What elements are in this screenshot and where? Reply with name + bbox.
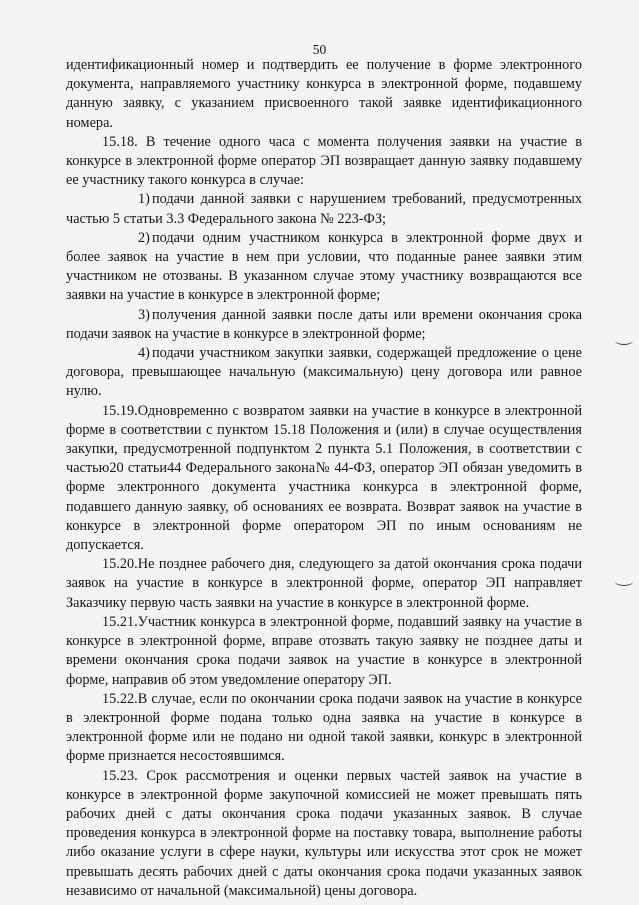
margin-mark [615, 577, 633, 586]
margin-mark [615, 336, 633, 345]
list-item [66, 306, 582, 344]
list-item-number: 3) [138, 306, 150, 323]
list-item [66, 344, 582, 402]
list-item-text: подачи одним участником конкурса в электронной форме двух и более заявок на участие в нем при условии, что поданные ранее заявки этим участником не отозваны. В указанном случае этому участнику возвращаются все заявки на участие в конкурсе в электронной форме; [66, 229, 582, 304]
list-item-text: подачи участником закупки заявки, содержащей предложение о цене договора, превышающее начальную (максимальную) цену договора или равное нулю. [66, 345, 582, 400]
paragraph-15-23: 15.23. Срок рассмотрения и оценки первых частей заявок на участие в конкурсе в электронной форме закупочной комиссией не может превышать пять рабочих дней с даты окончания срока подачи указанных заявок. В случае проведения конкурса в электронной форме на поставку товара, выполнение работы либо оказание услуги в сфере науки, культуры или искусства этот срок не может превышать десять рабочих дней с даты окончания срока подачи указанных заявок независимо от начальной (максимальной) цены договора. [66, 767, 582, 899]
list-item-text: получения данной заявки после даты или времени окончания срока подачи заявок на участие в конкурсе в электронной форме; [66, 306, 582, 342]
list-item-text: подачи данной заявки с нарушением требований, предусмотренных частью 5 статьи 3.3 Федерального закона № 223-ФЗ; [66, 191, 582, 227]
list-item-number: 2) [138, 229, 150, 246]
list-item-number: 1) [138, 191, 150, 208]
paragraph-continuation: идентификационный номер и подтвердить ее получение в форме электронного документа, направляемого участнику конкурса в электронной форме, подавшему данную заявку, с указанием присвоенного такой заявке идентификационного номера. [66, 57, 582, 131]
paragraph-15-22: 15.22.В случае, если по окончании срока подачи заявок на участие в конкурсе в электронной форме подана только одна заявка на участие в конкурсе в электронной форме или не подано ни одной такой заявки, конкурс в электронной форме признается несостоявшимся. [66, 690, 582, 765]
paragraph-15-19: 15.19.Одновременно с возвратом заявки на участие в конкурсе в электронной форме в соответствии с пунктом 15.18 Положения и (или) в случае осуществления закупки, предусмотренной подпунктом 2 пункта 5.1 Положения, в соответствии с частью20 статьи44 Федерального закона№ 44-ФЗ, оператор ЭП обязан уведомить в форме электронного документа участника конкурса в электронной форме, подавшего данную заявку, об основаниях ее возврата. Возврат заявок на участие в конкурсе в электронной форме оператором ЭП по иным основаниям не допускается. [66, 402, 582, 554]
list-item [66, 229, 582, 306]
page-number: 50 [312, 42, 327, 57]
list-item-number: 4) [138, 345, 150, 362]
paragraph-15-18: 15.18. В течение одного часа с момента получения заявки на участие в конкурсе в электронной форме оператор ЭП возвращает данную заявку подавшему ее участнику такого конкурса в случае: [66, 133, 582, 189]
paragraph-15-20: 15.20.Не позднее рабочего дня, следующего за датой окончания срока подачи заявок на участие в конкурсе в электронной форме, оператор ЭП направляет Заказчику первую часть заявки на участие в конкурсе в электронной форме. [66, 556, 582, 611]
list-item [66, 190, 582, 228]
document-body [66, 56, 582, 901]
paragraph-15-21: 15.21.Участник конкурса в электронной форме, подавший заявку на участие в конкурсе в электронной форме, вправе отозвать такую заявку не позднее даты и времени окончания срока подачи заявок на участие в конкурсе в электронной форме, направив об этом уведомление оператору ЭП. [66, 613, 582, 688]
